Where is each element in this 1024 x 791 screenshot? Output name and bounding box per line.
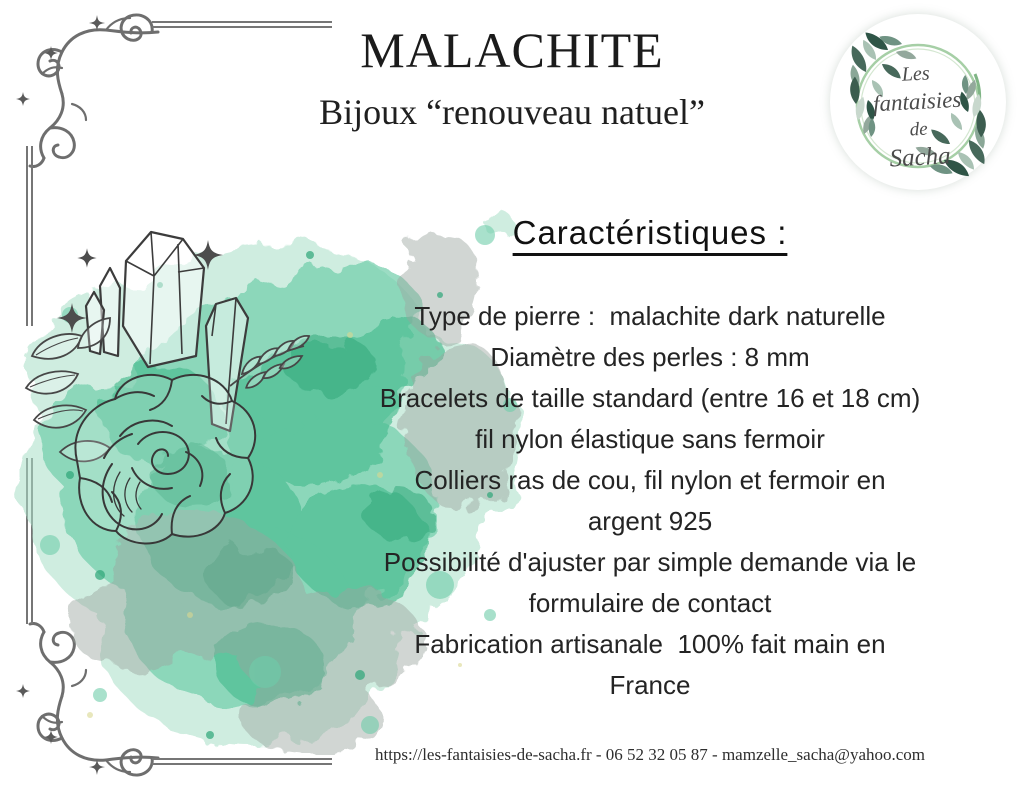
frame-line-bottom (152, 758, 332, 765)
section-heading-text: Caractéristiques : (512, 214, 788, 251)
crystal-flower-illustration (20, 206, 330, 551)
detail-line: Possibilité d'ajuster par simple demande via le (383, 547, 917, 577)
product-details (320, 296, 980, 706)
peony-line-art (75, 375, 255, 544)
detail-line: France (609, 670, 691, 700)
section-heading (320, 214, 980, 252)
page-subtitle: Bijoux “renouveau natuel” (319, 91, 705, 132)
footer-contact: https://les-fantaisies-de-sacha.fr - 06 52 32 05 87 - mamzelle_sacha@yahoo.com (374, 745, 926, 764)
detail-line: Colliers ras de cou, fil nylon et fermoir en (414, 465, 886, 495)
brand-line: Sacha (888, 142, 952, 173)
detail-line: Bracelets de taille standard (entre 16 et 18 cm) (379, 383, 921, 413)
brand-line: de (909, 118, 929, 141)
detail-line: Type de pierre : malachite dark naturelle (414, 301, 886, 331)
detail-line: Diamètre des perles : 8 mm (490, 342, 810, 372)
header (0, 24, 1024, 133)
footer (320, 745, 980, 765)
detail-line: Fabrication artisanale 100% fait main en (414, 629, 886, 659)
page-title: MALACHITE (360, 22, 664, 78)
detail-line: formulaire de contact (528, 588, 772, 618)
brand-line: fantaisies (872, 86, 962, 117)
brand-line: Les (901, 62, 931, 86)
detail-line: argent 925 (587, 506, 713, 536)
detail-line: fil nylon élastique sans fermoir (475, 424, 825, 454)
